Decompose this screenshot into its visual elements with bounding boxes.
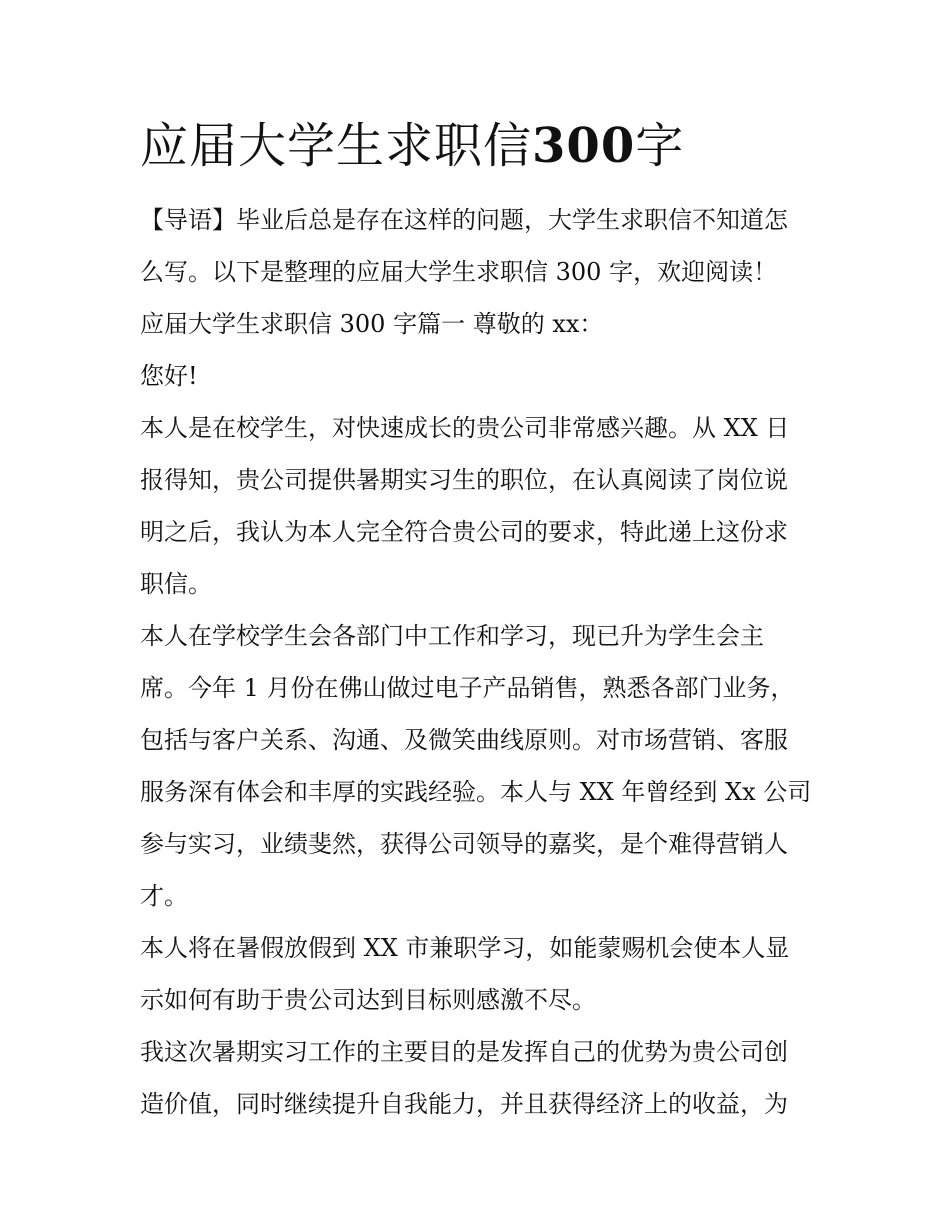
text-line: 明之后，我认为本人完全符合贵公司的要求，特此递上这份求 xyxy=(140,518,788,546)
text-line: 职信。 xyxy=(140,570,212,598)
document-title xyxy=(140,114,684,178)
text-line: 应届大学生求职信 300 字篇一 尊敬的 xx： xyxy=(140,310,604,338)
document-body xyxy=(140,194,815,1130)
text-line: 您好! xyxy=(140,362,198,390)
text-line: 我这次暑期实习工作的主要目的是发挥自己的优势为贵公司创 xyxy=(140,1038,788,1066)
text-line: 席。今年 1 月份在佛山做过电子产品销售，熟悉各部门业务， xyxy=(140,674,795,702)
text-line: 造价值，同时继续提升自我能力，并且获得经济上的收益，为 xyxy=(140,1090,788,1118)
title-suffix: 字 xyxy=(635,118,685,174)
title-number: 300 xyxy=(532,118,636,174)
text-line: 参与实习，业绩斐然，获得公司领导的嘉奖，是个难得营销人 xyxy=(140,830,788,858)
text-line: 示如何有助于贵公司达到目标则感激不尽。 xyxy=(140,986,596,1014)
text-line: 本人是在校学生，对快速成长的贵公司非常感兴趣。从 XX 日 xyxy=(140,414,790,442)
text-line: 本人将在暑假放假到 XX 市兼职学习，如能蒙赐机会使本人显 xyxy=(140,934,790,962)
text-line: 么写。以下是整理的应届大学生求职信 300 字，欢迎阅读！ xyxy=(140,258,778,286)
text-line: 本人在学校学生会各部门中工作和学习，现已升为学生会主 xyxy=(140,622,764,650)
text-line: 报得知，贵公司提供暑期实习生的职位，在认真阅读了岗位说 xyxy=(140,466,788,494)
text-line: 服务深有体会和丰厚的实践经验。本人与 XX 年曾经到 Xx 公司 xyxy=(140,778,812,806)
text-line: 包括与客户关系、沟通、及微笑曲线原则。对市场营销、客服 xyxy=(140,726,788,754)
text-line: 才。 xyxy=(140,882,188,910)
title-prefix: 应届大学生求职信 xyxy=(140,118,533,174)
text-line: 【导语】毕业后总是存在这样的问题，大学生求职信不知道怎 xyxy=(140,206,788,234)
